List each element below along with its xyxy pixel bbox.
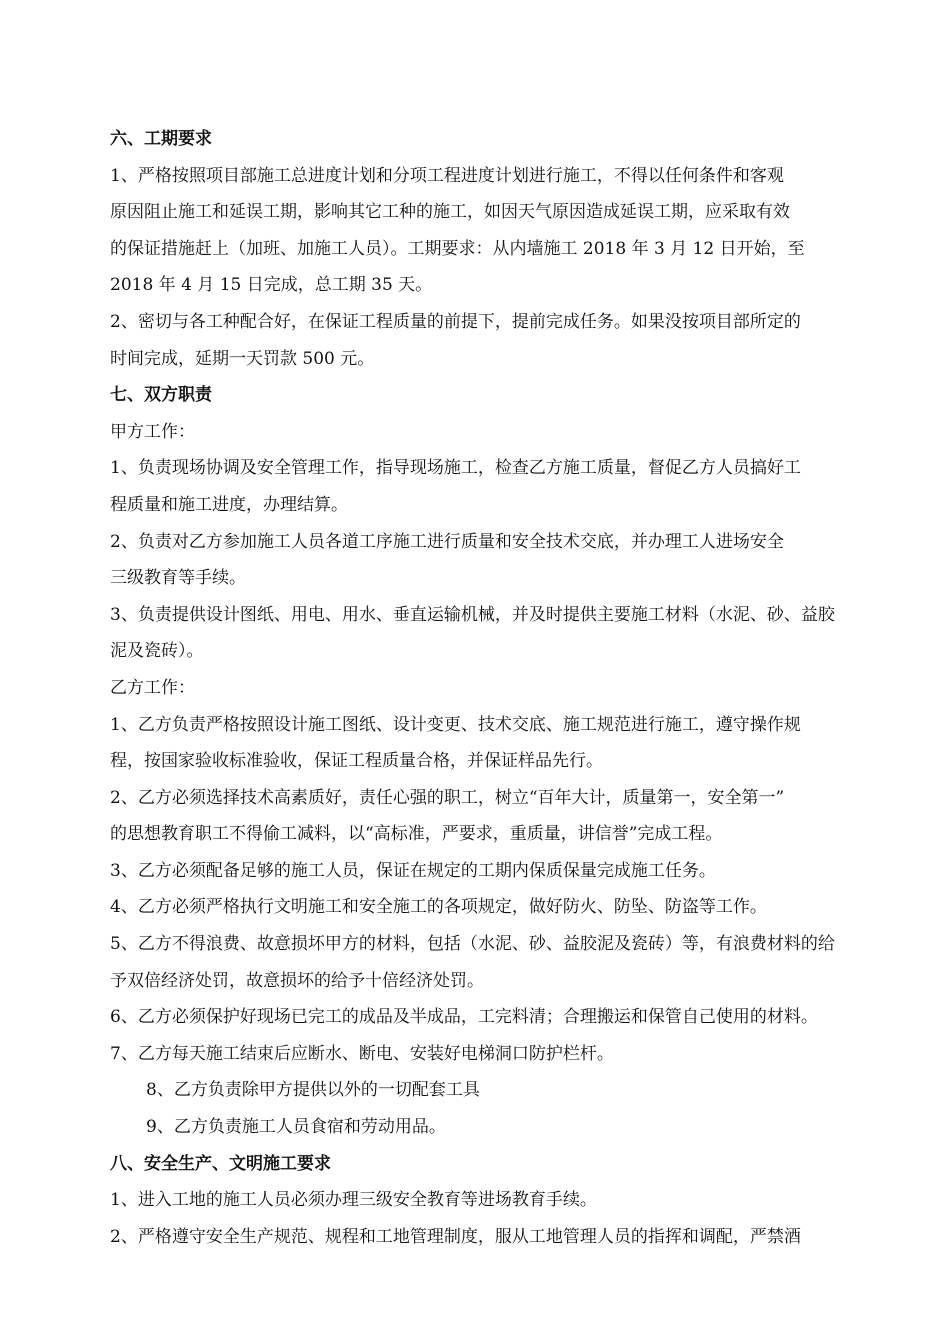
- subsection-title: 乙方工作：: [110, 677, 195, 698]
- paragraph-line: 6、乙方必须保护好现场已完工的成品及半成品，工完料清；合理搬运和保管自己使用的材料。: [110, 1007, 818, 1028]
- paragraph-line: 1、负责现场协调及安全管理工作，指导现场施工，检查乙方施工质量，督促乙方人员搞好工: [110, 458, 801, 479]
- paragraph-line: 2018 年 4 月 15 日完成，总工期 35 天。: [110, 275, 433, 296]
- paragraph-line: 1、乙方负责严格按照设计施工图纸、设计变更、技术交底、施工规范进行施工，遵守操作规: [110, 714, 801, 735]
- paragraph-line: 3、乙方必须配备足够的施工人员，保证在规定的工期内保质保量完成施工任务。: [110, 860, 716, 881]
- paragraph-line: 程质量和施工进度，办理结算。: [110, 494, 348, 515]
- section-heading: 六、工期要求: [110, 129, 212, 149]
- paragraph-line: 的思想教育职工不得偷工减料，以“高标准，严要求，重质量，讲信誉”完成工程。: [110, 824, 723, 845]
- paragraph-line: 1、进入工地的施工人员必须办理三级安全教育等进场教育手续。: [110, 1190, 597, 1211]
- paragraph-line: 泥及瓷砖）。: [110, 641, 204, 662]
- paragraph-line: 3、负责提供设计图纸、用电、用水、垂直运输机械，并及时提供主要施工材料（水泥、砂、益胶: [110, 604, 835, 625]
- paragraph-line: 原因阻止施工和延误工期，影响其它工种的施工，如因天气原因造成延误工期，应采取有效: [110, 202, 790, 223]
- paragraph-line: 予双倍经济处罚，故意损坏的给予十倍经济处罚。: [110, 970, 484, 991]
- paragraph-line: 三级教育等手续。: [110, 568, 246, 589]
- paragraph-line: 时间完成，延期一天罚款 500 元。: [110, 348, 375, 369]
- paragraph-line: 2、负责对乙方参加施工人员各道工序施工进行质量和安全技术交底，并办理工人进场安全: [110, 531, 784, 552]
- paragraph-line: 4、乙方必须严格执行文明施工和安全施工的各项规定，做好防火、防坠、防盗等工作。: [110, 897, 767, 918]
- paragraph-line: 2、乙方必须选择技术高素质好，责任心强的职工，树立“百年大计，质量第一，安全第一”: [110, 787, 785, 808]
- paragraph-line: 2、严格遵守安全生产规范、规程和工地管理制度，服从工地管理人员的指挥和调配，严禁酒: [110, 1226, 801, 1247]
- section-heading: 七、双方职责: [110, 385, 212, 406]
- paragraph-line: 7、乙方每天施工结束后应断水、断电、安装好电梯洞口防护栏杆。: [110, 1043, 614, 1064]
- subsection-title: 甲方工作：: [110, 421, 195, 442]
- paragraph-line: 8、乙方负责除甲方提供以外的一切配套工具: [146, 1080, 480, 1101]
- paragraph-line: 9、乙方负责施工人员食宿和劳动用品。: [146, 1117, 446, 1138]
- paragraph-line: 的保证措施赶上（加班、加施工人员）。工期要求：从内墙施工 2018 年 3 月 12 日开始，至: [110, 238, 805, 259]
- paragraph-line: 2、密切与各工种配合好，在保证工程质量的前提下，提前完成任务。如果没按项目部所定的: [110, 311, 801, 332]
- paragraph-line: 程，按国家验收标准验收，保证工程质量合格，并保证样品先行。: [110, 751, 603, 772]
- paragraph-line: 5、乙方不得浪费、故意损坏甲方的材料，包括（水泥、砂、益胶泥及瓷砖）等，有浪费材料的给: [110, 934, 835, 955]
- paragraph-line: 1、严格按照项目部施工总进度计划和分项工程进度计划进行施工，不得以任何条件和客观: [110, 165, 784, 186]
- section-heading: 八、安全生产、文明施工要求: [110, 1153, 331, 1174]
